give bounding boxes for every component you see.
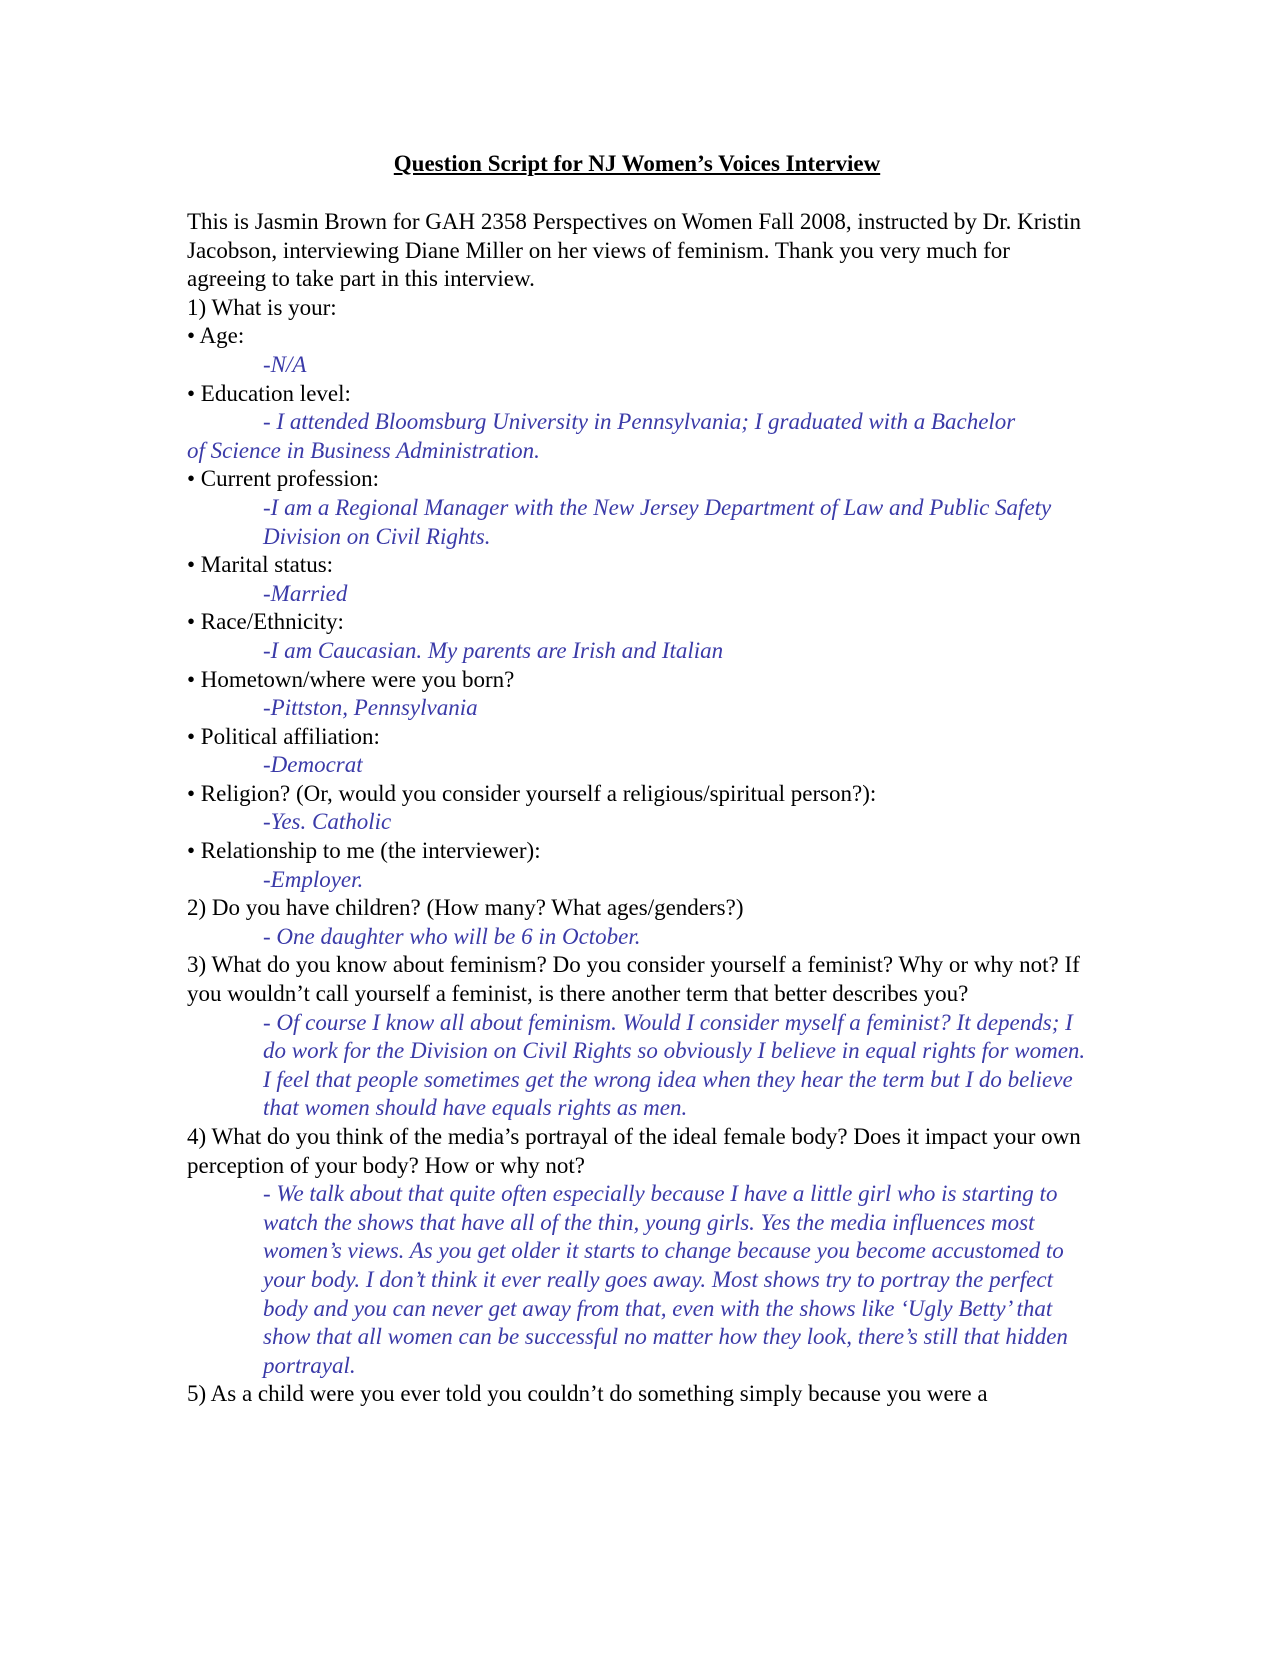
q2-question: 2) Do you have children? (How many? What ages/genders?): [187, 895, 744, 921]
education-answer-line2: of Science in Business Administration.: [187, 437, 540, 463]
political-answer: -Democrat: [263, 752, 363, 778]
profession-label: • Current profession:: [187, 466, 380, 492]
relationship-answer: -Employer.: [263, 866, 364, 892]
document-title: Question Script for NJ Women’s Voices Interview: [393, 151, 881, 176]
document-body: [187, 208, 1092, 1409]
education-answer-line1: - I attended Bloomsburg University in Pennsylvania; I graduated with a Bachelor: [263, 409, 1016, 435]
q5-question: 5) As a child were you ever told you couldn’t do something simply because you were a: [187, 1381, 988, 1407]
marital-label: • Marital status:: [187, 552, 334, 578]
relationship-label: • Relationship to me (the interviewer):: [187, 838, 541, 864]
marital-answer: -Married: [263, 580, 348, 606]
profession-answer: -I am a Regional Manager with the New Jersey Department of Law and Public Safety Division on Civil Rights.: [263, 494, 1052, 549]
race-answer: -I am Caucasian. My parents are Irish and Italian: [263, 637, 724, 663]
religion-label: • Religion? (Or, would you consider yourself a religious/spiritual person?):: [187, 780, 877, 806]
hometown-answer: -Pittston, Pennsylvania: [263, 695, 478, 721]
q3-question: 3) What do you know about feminism? Do you consider yourself a feminist? Why or why not? If you wouldn’t call yourself a feminist, is there another term that better describes you?: [187, 952, 1080, 1007]
age-label: • Age:: [187, 323, 245, 349]
q4-answer: - We talk about that quite often especially because I have a little girl who is starting to watch the shows that have all of the thin, young girls. Yes the media influences most women’s views. As you get older it starts to change because you become accustomed to your body. I don’t think it ever really goes away. Most shows try to portray the perfect body and you can never get away from that, even with the shows like ‘Ugly Betty’ that show that all women can be successful no matter how they look, there’s still that hidden portrayal.: [263, 1181, 1068, 1378]
religion-answer: -Yes. Catholic: [263, 809, 392, 835]
hometown-label: • Hometown/where were you born?: [187, 666, 515, 692]
intro-paragraph: This is Jasmin Brown for GAH 2358 Perspectives on Women Fall 2008, instructed by Dr. Kristin Jacobson, interviewing Diane Miller on her views of feminism. Thank you very much for agreeing to take part in this interview.: [187, 209, 1082, 292]
q2-answer: - One daughter who will be 6 in October.: [263, 923, 641, 949]
q1-label: 1) What is your:: [187, 294, 337, 320]
political-label: • Political affiliation:: [187, 723, 380, 749]
q4-question: 4) What do you think of the media’s portrayal of the ideal female body? Does it impact your own perception of your body? How or why not?: [187, 1124, 1081, 1178]
education-label: • Education level:: [187, 380, 351, 406]
race-label: • Race/Ethnicity:: [187, 609, 344, 635]
q3-answer: - Of course I know all about feminism. Would I consider myself a feminist? It depends; I do work for the Division on Civil Rights so obviously I believe in equal rights for women. I feel that people sometimes get the wrong idea when they hear the term but I do believe that women should have equals rights as men.: [263, 1009, 1086, 1121]
age-answer: -N/A: [263, 351, 307, 377]
